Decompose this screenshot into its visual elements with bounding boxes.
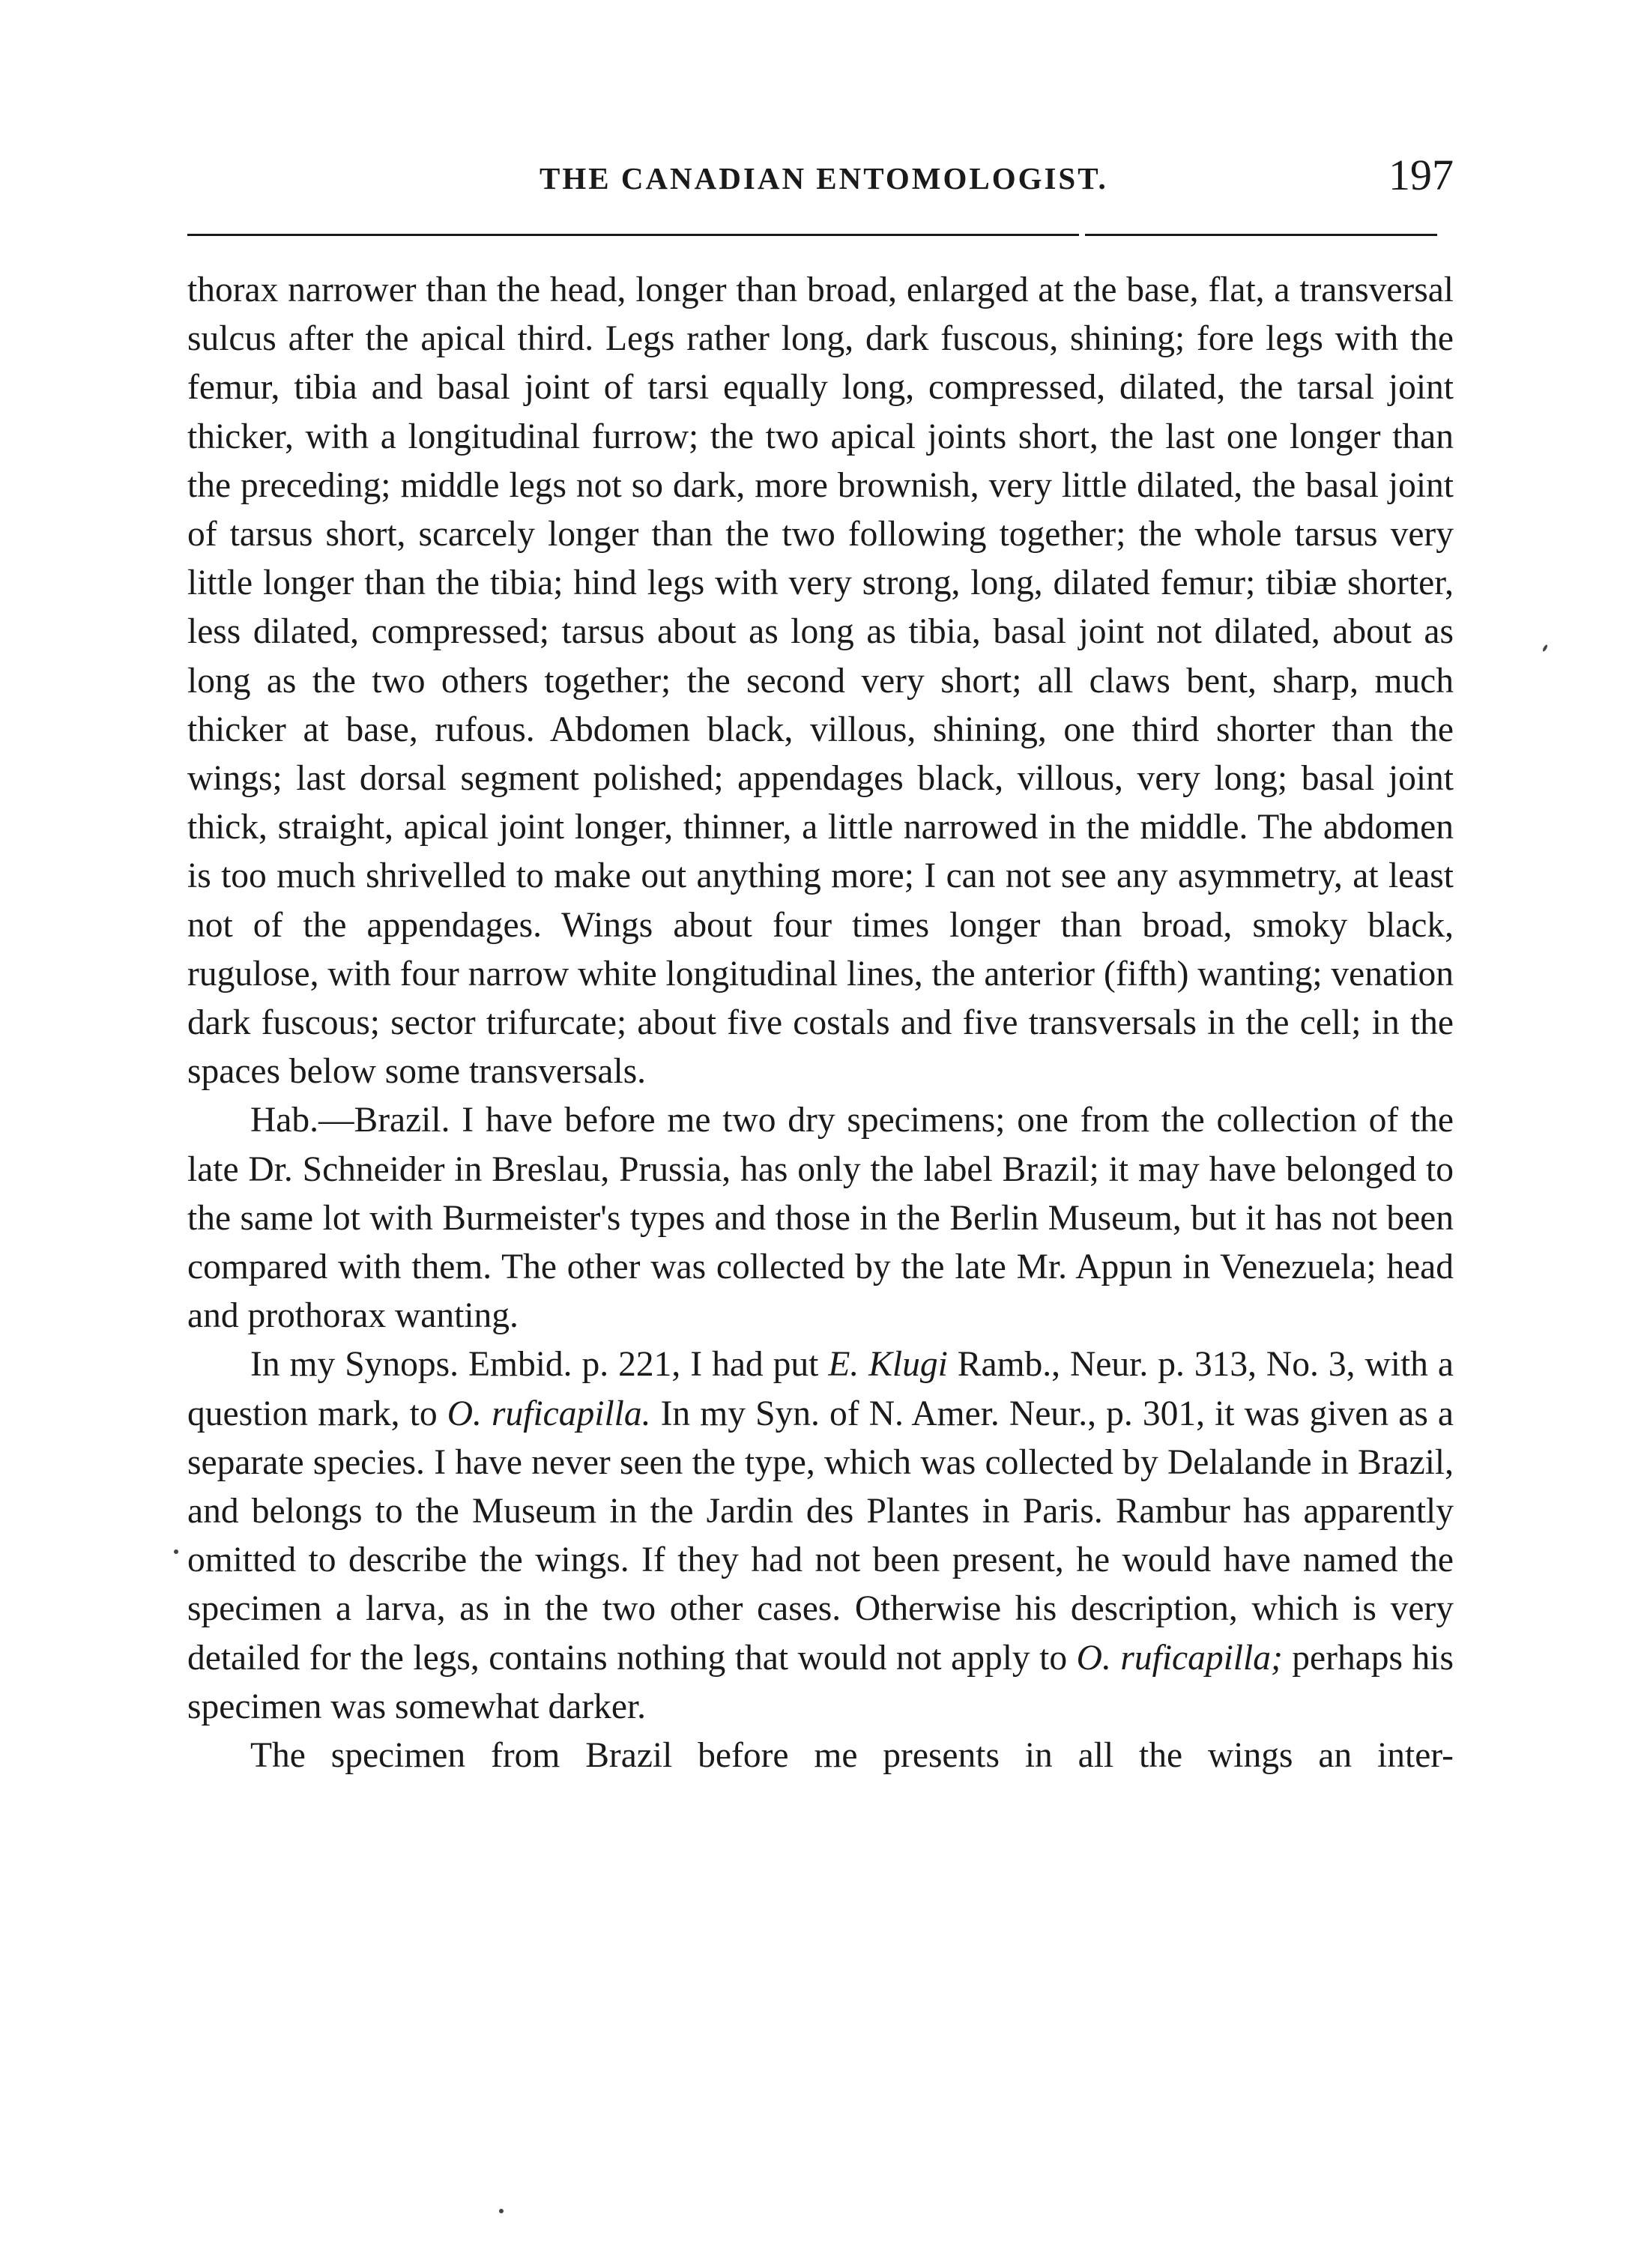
running-head	[187, 150, 1454, 217]
paragraph-habitat-text: Hab.—Brazil. I have before me two dry specimens; one from the collection of the late Dr. Schneider in Breslau, Prussia, has only the label Brazil; it may have belonged to the same lot with Burmeister's types and those in the Berlin Museum, but it has not been compared with them. The other was collected by the late Mr. Appun in Venezuela; head and prothorax wanting.	[187, 1101, 1454, 1336]
synonymy-text-1: In my Synops. Embid. p. 221, I had put	[250, 1345, 829, 1385]
synonymy-text-2: Ramb., Neur. p. 313, No. 3, with a question mark, to	[187, 1345, 1454, 1433]
header-rule-right	[1085, 234, 1437, 236]
body-text	[187, 266, 1454, 1780]
paragraph-synonymy	[187, 1340, 1454, 1732]
paragraph-specimen: The specimen from Brazil before me presents in all the wings an inter-	[250, 1736, 1454, 1776]
synonymy-text-4: perhaps his specimen was somewhat darker.	[187, 1638, 1454, 1726]
journal-title: THE CANADIAN ENTOMOLOGIST.	[540, 161, 1108, 196]
print-speck	[1542, 644, 1548, 653]
synonymy-text-3: In my Syn. of N. Amer. Neur., p. 301, it was given as a separate species. I have never seen the type, which was collected by Delalande in Brazil, and belongs to the Museum in the Jardin des Plantes in Paris. Rambur has apparently omitted to describe the wings. If they had not been present, he would have named the specimen a larva, as in the two other cases. Otherwise his description, which is very detailed for the legs, contains nothing that would not apply to	[187, 1394, 1454, 1678]
print-speck	[499, 2209, 504, 2213]
page-number: 197	[1388, 151, 1454, 199]
print-speck	[174, 1549, 178, 1554]
species-name-ruficapilla-2: O. ruficapilla;	[1076, 1638, 1283, 1678]
header-rule-left	[187, 234, 1079, 236]
paragraph-habitat	[187, 1096, 1454, 1340]
species-name-klugi: E. Klugi	[828, 1345, 948, 1385]
paragraph-description: thorax narrower than the head, longer than broad, enlarged at the base, flat, a transversal sulcus after the apical third. Legs rather long, dark fuscous, shining; fore legs with the femur, tibia and basal joint of tarsi equally long, compressed, dilated, the tarsal joint thicker, with a longitudinal furrow; the two apical joints short, the last one longer than the preceding; middle legs not so dark, more brownish, very little dilated, the basal joint of tarsus short, scarcely longer than the two following together; the whole tarsus very little longer than the tibia; hind legs with very strong, long, dilated femur; tibiæ shorter, less dilated, compressed; tarsus about as long as tibia, basal joint not dilated, about as long as the two others together; the second very short; all claws bent, sharp, much thicker at base, rufous. Abdomen black, villous, shining, one third shorter than the wings; last dorsal segment polished; appendages black, villous, very long; basal joint thick, straight, apical joint longer, thinner, a little narrowed in the middle. The abdomen is too much shrivelled to make out anything more; I can not see any asymmetry, at least not of the appendages. Wings about four times longer than broad, smoky black, rugulose, with four narrow white longitudinal lines, the anterior (fifth) wanting; venation dark fuscous; sector trifurcate; about five costals and five transversals in the cell; in the spaces below some transversals.	[187, 270, 1454, 1092]
species-name-ruficapilla: O. ruficapilla.	[447, 1394, 651, 1433]
